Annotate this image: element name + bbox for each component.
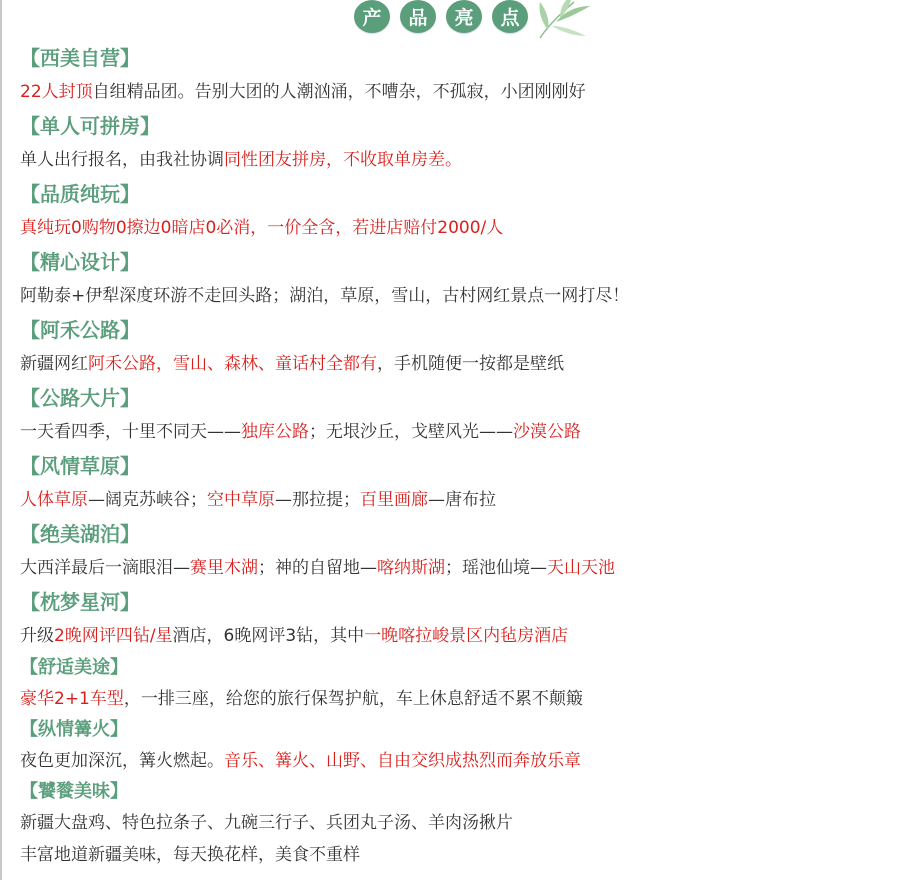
header-badge: 亮 [446, 0, 482, 33]
section-title: 【绝美湖泊】 [20, 522, 140, 546]
body-text: 一天看四季，十里不同天—— [20, 422, 241, 442]
body-text: 新疆网红 [20, 354, 88, 374]
body-text: —那拉提； [275, 490, 360, 510]
highlight-text: 豪华2+1车型 [20, 689, 124, 709]
highlight-text: 天山天池 [547, 558, 615, 578]
highlight-section [20, 245, 890, 313]
highlight-text: 22人封顶 [20, 82, 93, 102]
header-badges [354, 0, 528, 33]
section-title: 【品质纯玩】 [20, 182, 140, 206]
section-text [20, 683, 890, 715]
body-text: 丰富地道新疆美味，每天换花样，美食不重样 [20, 845, 360, 865]
section-title: 【纵情篝火】 [20, 719, 128, 740]
header-badge: 品 [400, 0, 436, 33]
highlight-text: 空中草原 [207, 490, 275, 510]
highlight-section [20, 585, 890, 653]
bamboo-leaf-icon [534, 0, 594, 40]
section-text [20, 551, 890, 585]
highlight-section [20, 177, 890, 245]
section-text [20, 415, 890, 449]
section-title: 【枕梦星河】 [20, 590, 140, 614]
highlight-section [20, 313, 890, 381]
highlight-text: 喀纳斯湖 [377, 558, 445, 578]
body-text: ；瑶池仙境— [445, 558, 547, 578]
section-title: 【西美自营】 [20, 46, 140, 70]
highlight-text: 同性团友拼房，不收取单房差。 [224, 150, 462, 170]
body-text: 酒店，6晚网评3钻，其中 [172, 626, 365, 646]
highlight-text: 真纯玩0购物0擦边0暗店0必消，一价全含，若进店赔付2000/人 [20, 218, 504, 238]
highlights-list [20, 41, 890, 871]
highlight-text: 音乐、篝火、山野、自由交织成热烈而奔放乐章 [224, 751, 581, 771]
highlight-text: 独库公路 [241, 422, 309, 442]
body-text: ，手机随便一按都是壁纸 [377, 354, 564, 374]
highlight-text: 赛里木湖 [190, 558, 258, 578]
section-header [0, 0, 900, 40]
highlight-text: 阿禾公路，雪山、森林、童话村全都有 [88, 354, 377, 374]
highlight-section [20, 41, 890, 109]
highlight-section [20, 381, 890, 449]
highlight-text: 人体草原 [20, 490, 88, 510]
highlight-text: 一晚喀拉峻景区内毡房酒店 [364, 626, 569, 646]
section-text [20, 211, 890, 245]
body-text: 夜色更加深沉，篝火燃起。 [20, 751, 224, 771]
body-text: ；神的自留地— [258, 558, 377, 578]
section-title: 【饕餮美味】 [20, 781, 128, 802]
section-text [20, 347, 890, 381]
body-text: ；无垠沙丘，戈壁风光—— [309, 422, 513, 442]
body-text: ，一排三座，给您的旅行保驾护航，车上休息舒适不累不颠簸 [123, 689, 583, 709]
highlight-section [20, 109, 890, 177]
left-border [0, 0, 2, 880]
section-title: 【风情草原】 [20, 454, 140, 478]
section-text [20, 745, 890, 777]
section-title: 【阿禾公路】 [20, 318, 140, 342]
highlight-text: 沙漠公路 [513, 422, 581, 442]
highlight-text: 2晚网评四钻/星 [54, 626, 173, 646]
highlight-section [20, 517, 890, 585]
body-text: 阿勒泰+伊犁深度环游不走回头路；湖泊，草原，雪山，古村网红景点一网打尽！ [20, 286, 630, 306]
highlight-section [20, 715, 890, 777]
body-text: 自组精品团。告别大团的人潮汹涌，不嘈杂，不孤寂，小团刚刚好 [92, 82, 586, 102]
body-text: —阔克苏峡谷； [88, 490, 207, 510]
section-text [20, 839, 890, 871]
section-text [20, 75, 890, 109]
section-text [20, 143, 890, 177]
highlight-section [20, 777, 890, 871]
body-text: 升级 [20, 626, 54, 646]
highlight-section [20, 653, 890, 715]
header-badge: 产 [354, 0, 390, 33]
section-text [20, 619, 890, 653]
body-text: —唐布拉 [428, 490, 496, 510]
section-title: 【精心设计】 [20, 250, 140, 274]
body-text: 大西洋最后一滴眼泪— [20, 558, 190, 578]
body-text: 新疆大盘鸡、特色拉条子、九碗三行子、兵团丸子汤、羊肉汤揪片 [20, 813, 513, 833]
highlight-text: 百里画廊 [360, 490, 428, 510]
header-badge: 点 [492, 0, 528, 33]
body-text: 单人出行报名，由我社协调 [20, 150, 224, 170]
section-title: 【舒适美途】 [20, 657, 128, 678]
section-title: 【单人可拼房】 [20, 114, 160, 138]
section-text [20, 483, 890, 517]
section-text [20, 279, 890, 313]
section-text [20, 807, 890, 839]
highlight-section [20, 449, 890, 517]
section-title: 【公路大片】 [20, 386, 140, 410]
